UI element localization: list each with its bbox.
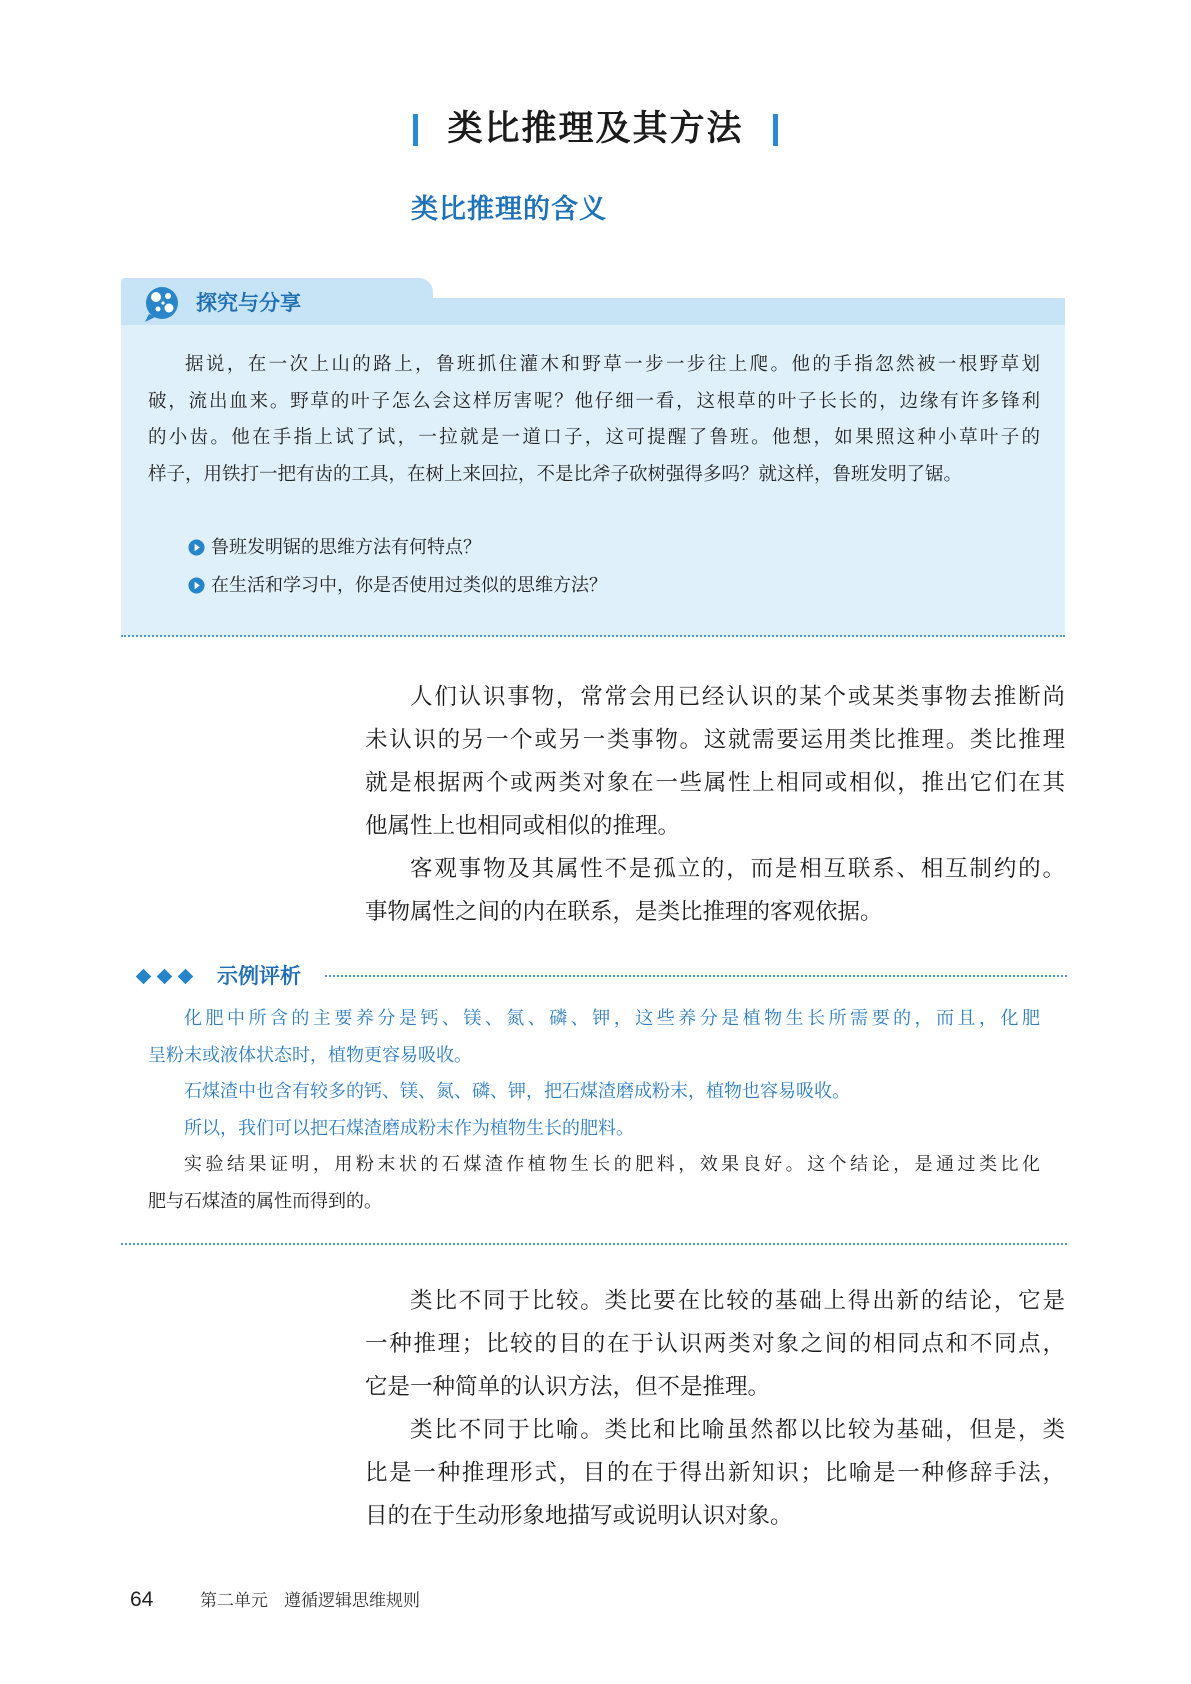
- body-line: 他属性上也相同或相似的推理。: [365, 813, 681, 838]
- body-line: 目的在于生动形象地描写或说明认识对象。: [365, 1503, 793, 1528]
- page-title-wrapper: [0, 106, 1191, 152]
- story-line: 据说，在一次上山的路上，鲁班抓住灌木和野草一步一步往上爬。他的手指忽然被一根野草划: [185, 355, 1040, 375]
- title-left-bar: [413, 114, 418, 146]
- story-line: 的小齿。他在手指上试了试，一拉就是一道口子，这可提醒了鲁班。他想，如果照这种小草叶子的: [148, 428, 1040, 448]
- body-text-section-2: [365, 1279, 1065, 1537]
- body-line: 比是一种推理形式，目的在于得出新知识；比喻是一种修辞手法，: [365, 1460, 1065, 1485]
- right-arrow-circle-icon: [188, 577, 205, 594]
- question-item: [188, 528, 1048, 566]
- example-line: 化肥中所含的主要养分是钙、镁、氮、磷、钾，这些养分是植物生长所需要的，而且，化肥: [184, 1008, 1040, 1028]
- story-line: 破，流出血来。野草的叶子怎么会这样厉害呢？他仔细一看，这根草的叶子长长的，边缘有许多锋利: [148, 391, 1040, 412]
- body-line: 事物属性之间的内在联系，是类比推理的客观依据。: [365, 899, 883, 924]
- story-text: [148, 347, 1040, 493]
- body-line: 未认识的另一个或另一类事物。这就需要运用类比推理。类比推理: [365, 727, 1065, 752]
- example-line: 肥与石煤渣的属性而得到的。: [148, 1190, 382, 1211]
- page-title-container: [413, 106, 777, 152]
- title-right-bar: [773, 114, 778, 146]
- example-bottom-divider: [121, 1243, 1067, 1245]
- page-title: 类比推理及其方法: [447, 109, 744, 148]
- footer-unit-number: 第二单元: [200, 1591, 268, 1610]
- explore-box-header-strip: [433, 298, 1065, 326]
- example-analysis-text: [148, 1000, 1040, 1219]
- explore-box-label: 探究与分享: [196, 292, 301, 315]
- body-text-section-1: [365, 675, 1065, 933]
- example-line: 呈粉末或液体状态时，植物更容易吸收。: [148, 1044, 472, 1065]
- example-header-divider: [325, 975, 1067, 977]
- section-heading: 类比推理的含义: [411, 194, 607, 224]
- body-line: 它是一种简单的认识方法，但不是推理。: [365, 1374, 771, 1399]
- example-line: 所以，我们可以把石煤渣磨成粉末作为植物生长的肥料。: [184, 1117, 634, 1138]
- question-text: 鲁班发明锯的思维方法有何特点？: [211, 537, 481, 557]
- example-line: 实验结果证明，用粉末状的石煤渣作植物生长的肥料，效果良好。这个结论，是通过类比化: [184, 1154, 1040, 1174]
- example-line: 石煤渣中也含有较多的钙、镁、氮、磷、钾，把石煤渣磨成粉末，植物也容易吸收。: [184, 1081, 850, 1101]
- footer-unit: [200, 1588, 420, 1614]
- footer-unit-title: 遵循逻辑思维规则: [284, 1591, 420, 1610]
- body-line: 客观事物及其属性不是孤立的，而是相互联系、相互制约的。: [410, 856, 1065, 881]
- body-line: 类比不同于比较。类比要在比较的基础上得出新的结论，它是: [410, 1288, 1065, 1313]
- body-line: 人们认识事物，常常会用已经认识的某个或某类事物去推断尚: [410, 684, 1065, 709]
- body-line: 一种推理；比较的目的在于认识两类对象之间的相同点和不同点，: [365, 1331, 1065, 1356]
- exploration-bubble-icon: [141, 284, 181, 324]
- story-line: 样子，用铁打一把有齿的工具，在树上来回拉，不是比斧子砍树强得多吗？就这样，鲁班发明了锯。: [148, 464, 963, 485]
- question-text: 在生活和学习中，你是否使用过类似的思维方法？: [211, 575, 607, 595]
- right-arrow-circle-icon: [188, 539, 205, 556]
- page-number: 64: [130, 1588, 154, 1611]
- body-line: 类比不同于比喻。类比和比喻虽然都以比较为基础，但是，类: [410, 1417, 1065, 1442]
- explore-box-bottom-divider: [121, 635, 1065, 637]
- question-list: [188, 528, 1048, 604]
- body-line: 就是根据两个或两类对象在一些属性上相同或相似，推出它们在其: [365, 770, 1065, 795]
- example-analysis-label: 示例评析: [217, 965, 301, 988]
- question-item: [188, 566, 1048, 604]
- three-diamonds-icon: [135, 966, 201, 988]
